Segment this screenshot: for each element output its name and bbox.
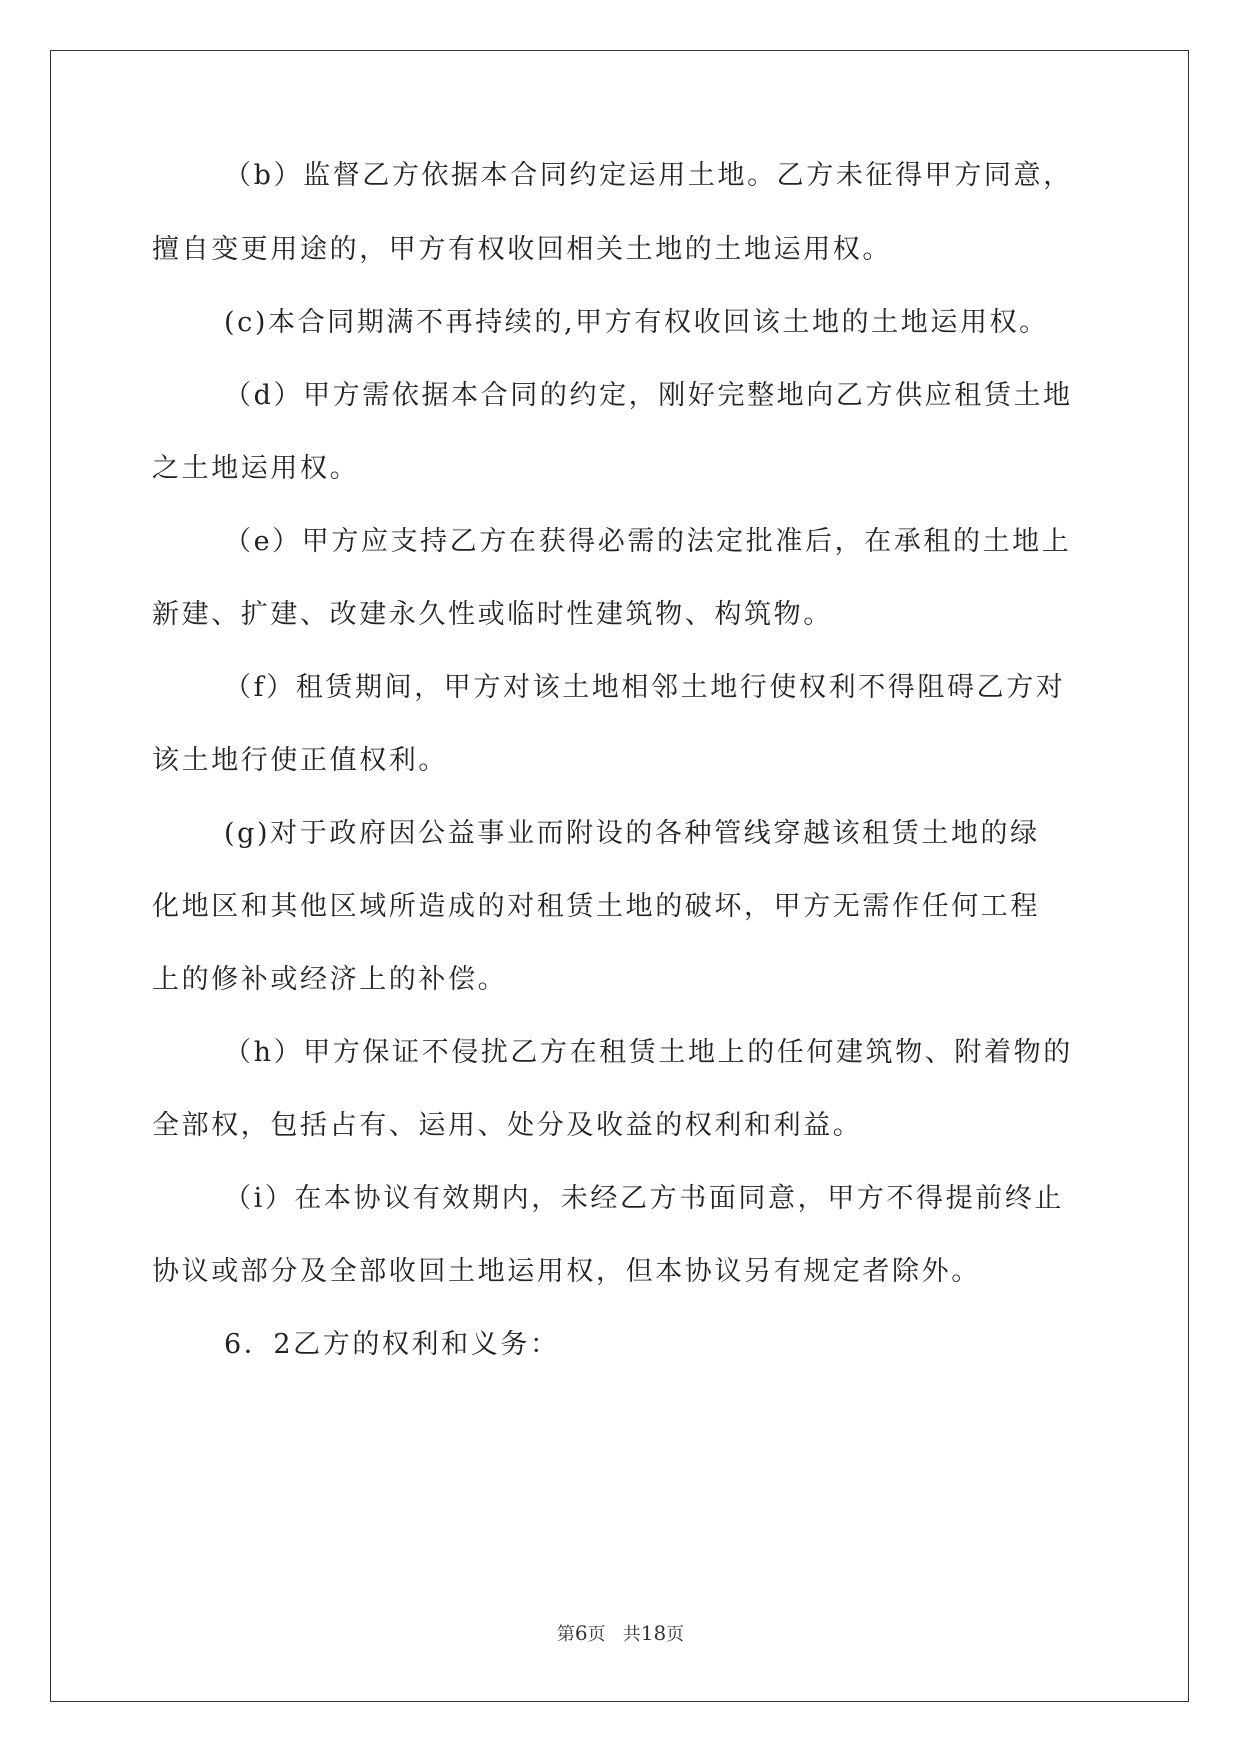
paragraph-line: 擅自变更用途的，甲方有权收回相关土地的土地运用权。 [152, 234, 892, 265]
paragraph-line: 上的修补或经济上的补偿。 [152, 964, 508, 995]
paragraph-line: （e）甲方应支持乙方在获得必需的法定批准后，在承租的土地上 [224, 526, 1072, 557]
paragraph-line: (g)对于政府因公益事业而附设的各种管线穿越该租赁土地的绿 [224, 818, 1040, 849]
total-prefix: 共 [622, 1624, 641, 1645]
paragraph-line: 新建、扩建、改建永久性或临时性建筑物、构筑物。 [152, 599, 833, 630]
page-prefix: 第 [556, 1624, 575, 1645]
paragraph-line: 该土地行使正值权利。 [152, 745, 448, 776]
paragraph-line: （i）在本协议有效期内，未经乙方书面同意，甲方不得提前终止 [224, 1183, 1065, 1214]
page-suffix: 页 [587, 1624, 606, 1645]
current-page-number: 6 [574, 1621, 588, 1645]
paragraph-line: (c)本合同期满不再持续的,甲方有权收回该土地的土地运用权。 [224, 307, 1049, 338]
paragraph-line: （d）甲方需依据本合同的约定，刚好完整地向乙方供应租赁土地 [224, 380, 1073, 411]
total-page-count: 18 [640, 1621, 667, 1645]
section-heading: 6．2乙方的权利和义务： [224, 1329, 560, 1360]
total-suffix: 页 [666, 1624, 685, 1645]
paragraph-line: （h）甲方保证不侵扰乙方在租赁土地上的任何建筑物、附着物的 [224, 1037, 1073, 1068]
paragraph-line: （b）监督乙方依据本合同约定运用土地。乙方未征得甲方同意， [224, 160, 1073, 191]
paragraph-line: （f）租赁期间，甲方对该土地相邻土地行使权利不得阻碍乙方对 [224, 672, 1066, 703]
paragraph-line: 化地区和其他区域所造成的对租赁土地的破坏，甲方无需作任何工程 [152, 891, 1040, 922]
paragraph-line: 协议或部分及全部收回土地运用权，但本协议另有规定者除外。 [152, 1256, 981, 1287]
page-border [50, 50, 1189, 1702]
paragraph-line: 之土地运用权。 [152, 453, 360, 484]
paragraph-line: 全部权，包括占有、运用、处分及收益的权利和利益。 [152, 1110, 863, 1141]
page-footer [0, 1620, 1241, 1646]
